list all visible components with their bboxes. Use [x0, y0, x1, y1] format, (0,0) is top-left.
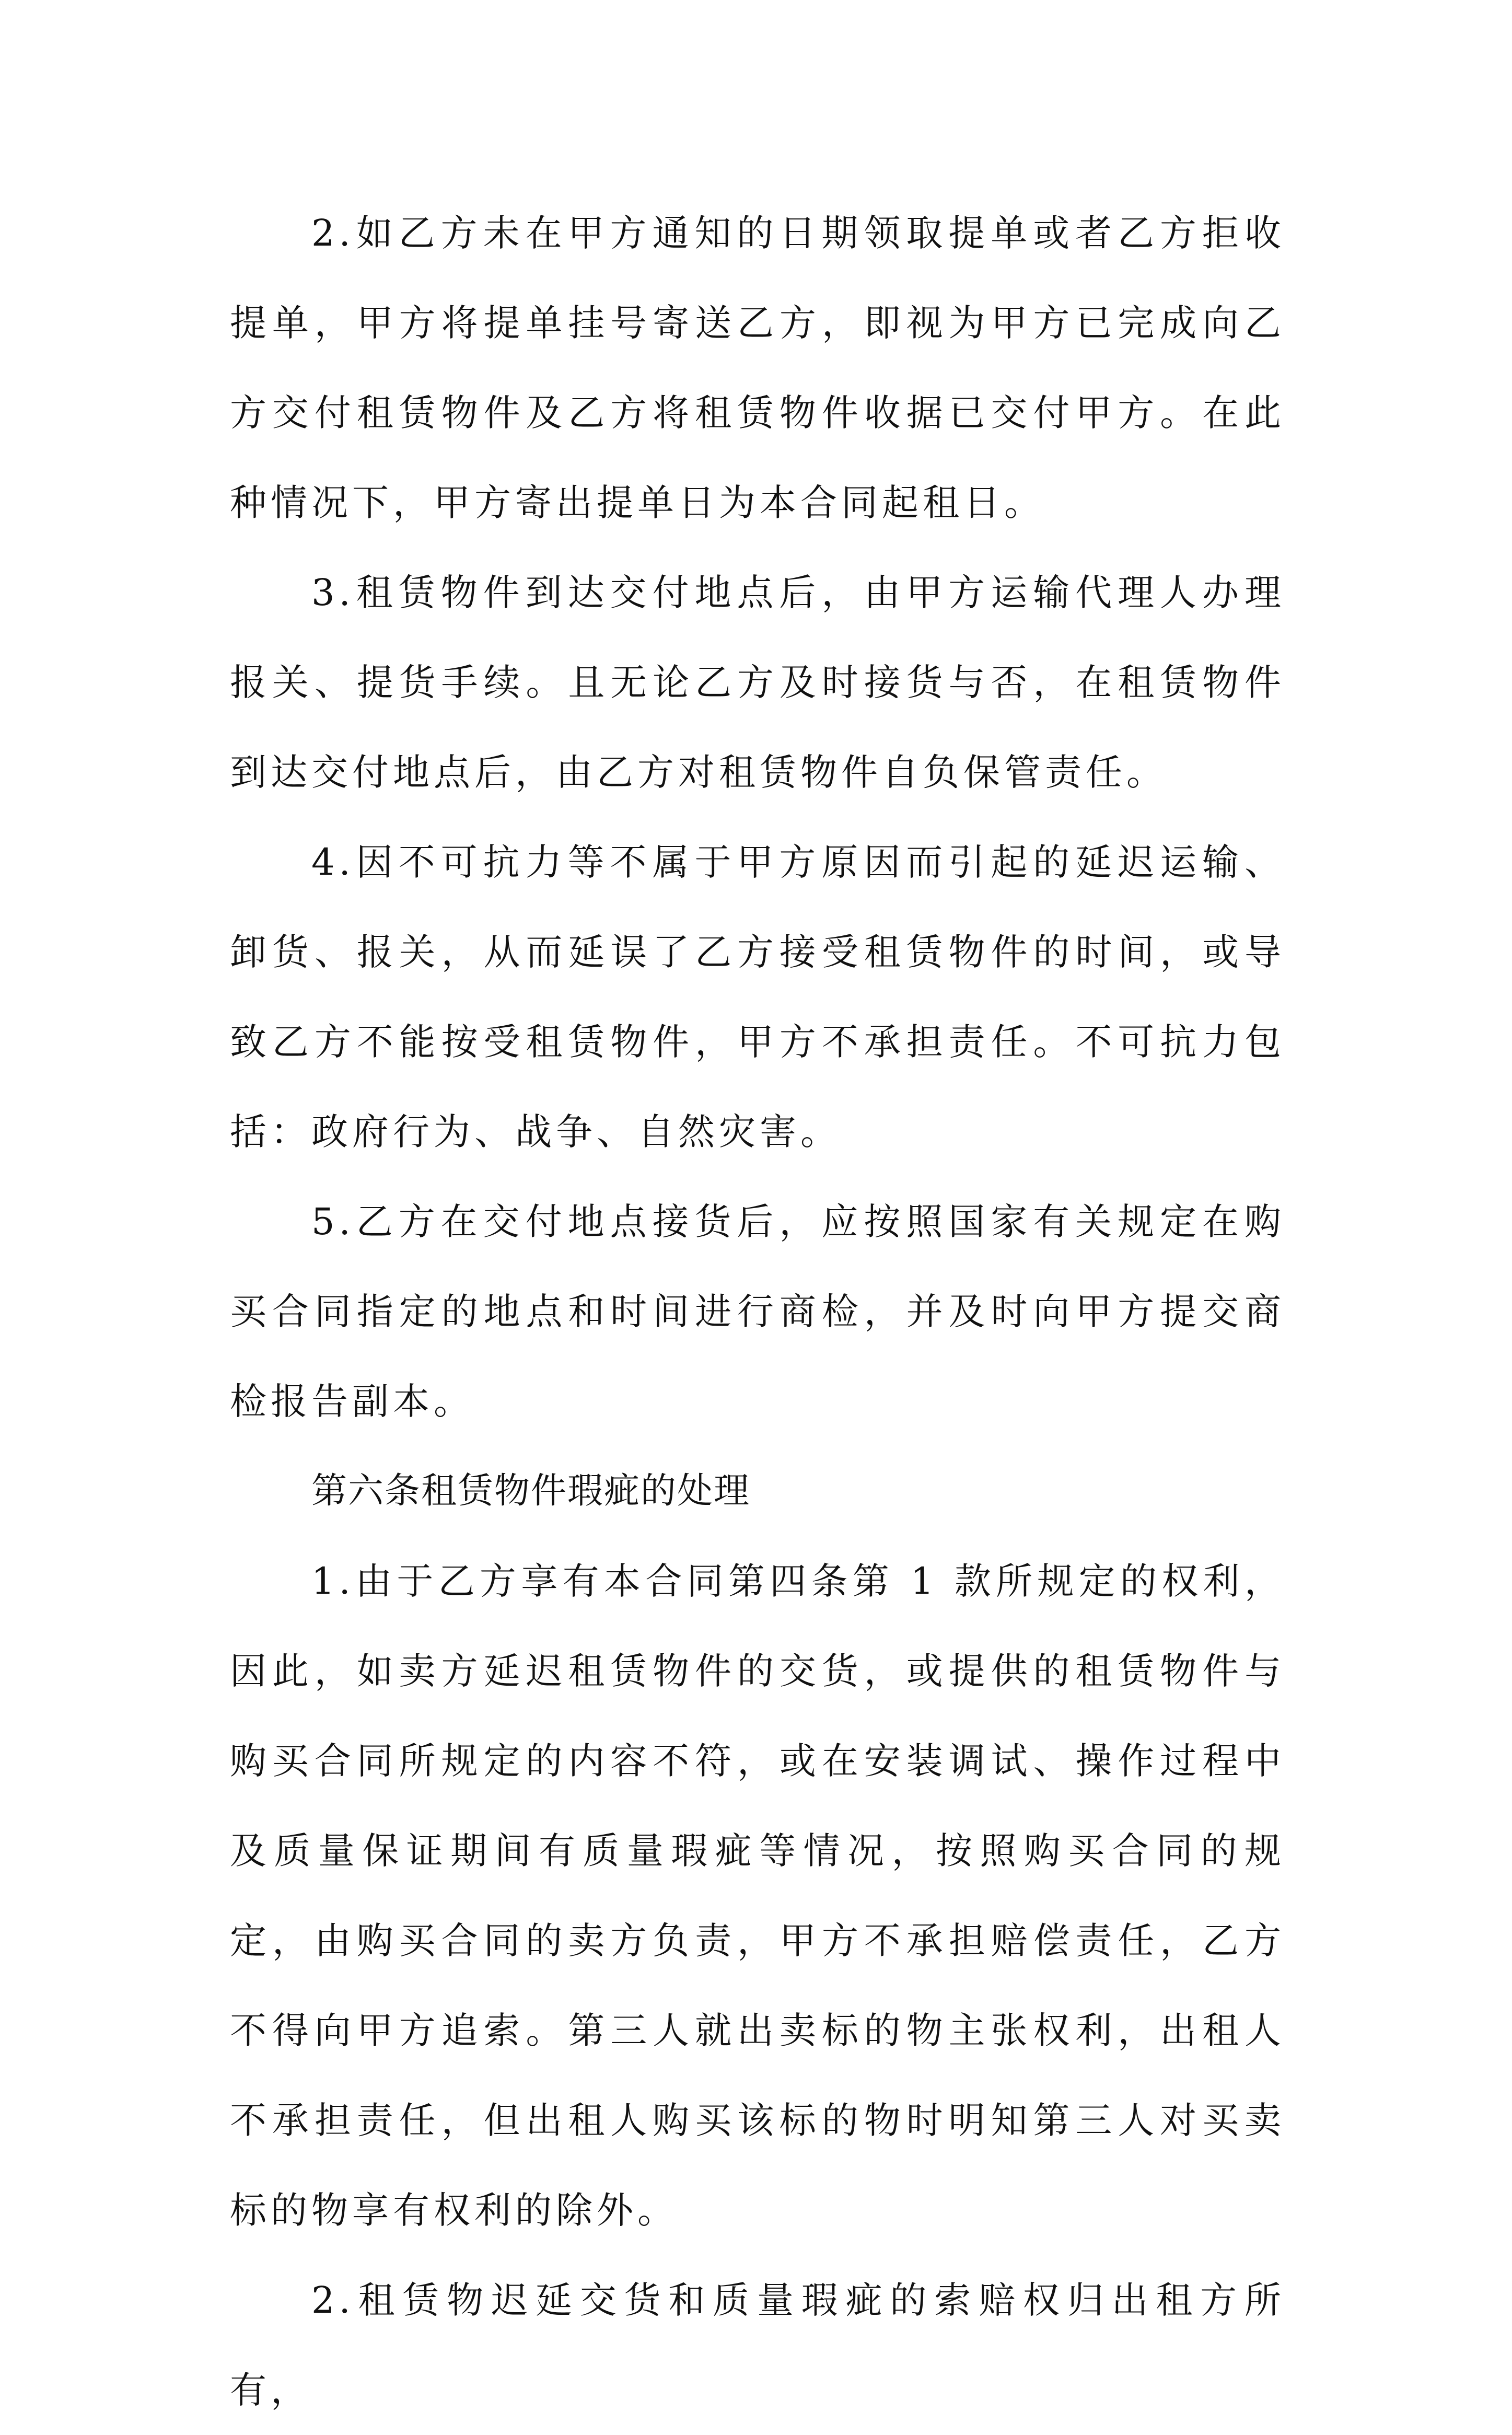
paragraph-item-4: 4.因不可抗力等不属于甲方原因而引起的延迟运输、卸货、报关，从而延误了乙方接受租赁物件的时间，或导致乙方不能按受租赁物件，甲方不承担责任。不可抗力包括：政府行为、战争、自然灾害。: [230, 841, 1285, 1153]
section-heading-article-6: 第六条租赁物件瑕疵的处理: [311, 1470, 751, 1512]
paragraph-item-6-1: 1.由于乙方享有本合同第四条第 1 款所规定的权利，因此，如卖方延迟租赁物件的交货，或提供的租赁物件与购买合同所规定的内容不符，或在安装调试、操作过程中及质量保证期间有质量瑕疵等情况，按照购买合同的规定，由购买合同的卖方负责，甲方不承担赔偿责任，乙方不得向甲方追索。第三人就出卖标的物主张权利，出租人不承担责任，但出租人购买该标的物时明知第三人对买卖标的物享有权利的除外。: [230, 1560, 1285, 2232]
document-body: [230, 188, 1285, 2435]
paragraph-item-2: 2.如乙方未在甲方通知的日期领取提单或者乙方拒收提单，甲方将提单挂号寄送乙方，即视为甲方已完成向乙方交付租赁物件及乙方将租赁物件收据已交付甲方。在此种情况下，甲方寄出提单日为本合同起租日。: [230, 212, 1285, 524]
paragraph-item-6-2: 2.租赁物迟延交货和质量瑕疵的索赔权归出租方所有，: [230, 2279, 1285, 2411]
paragraph-item-5: 5.乙方在交付地点接货后，应按照国家有关规定在购买合同指定的地点和时间进行商检，并及时向甲方提交商检报告副本。: [230, 1200, 1285, 1423]
paragraph-item-3: 3.租赁物件到达交付地点后，由甲方运输代理人办理报关、提货手续。且无论乙方及时接货与否，在租赁物件到达交付地点后，由乙方对租赁物件自负保管责任。: [230, 571, 1285, 794]
